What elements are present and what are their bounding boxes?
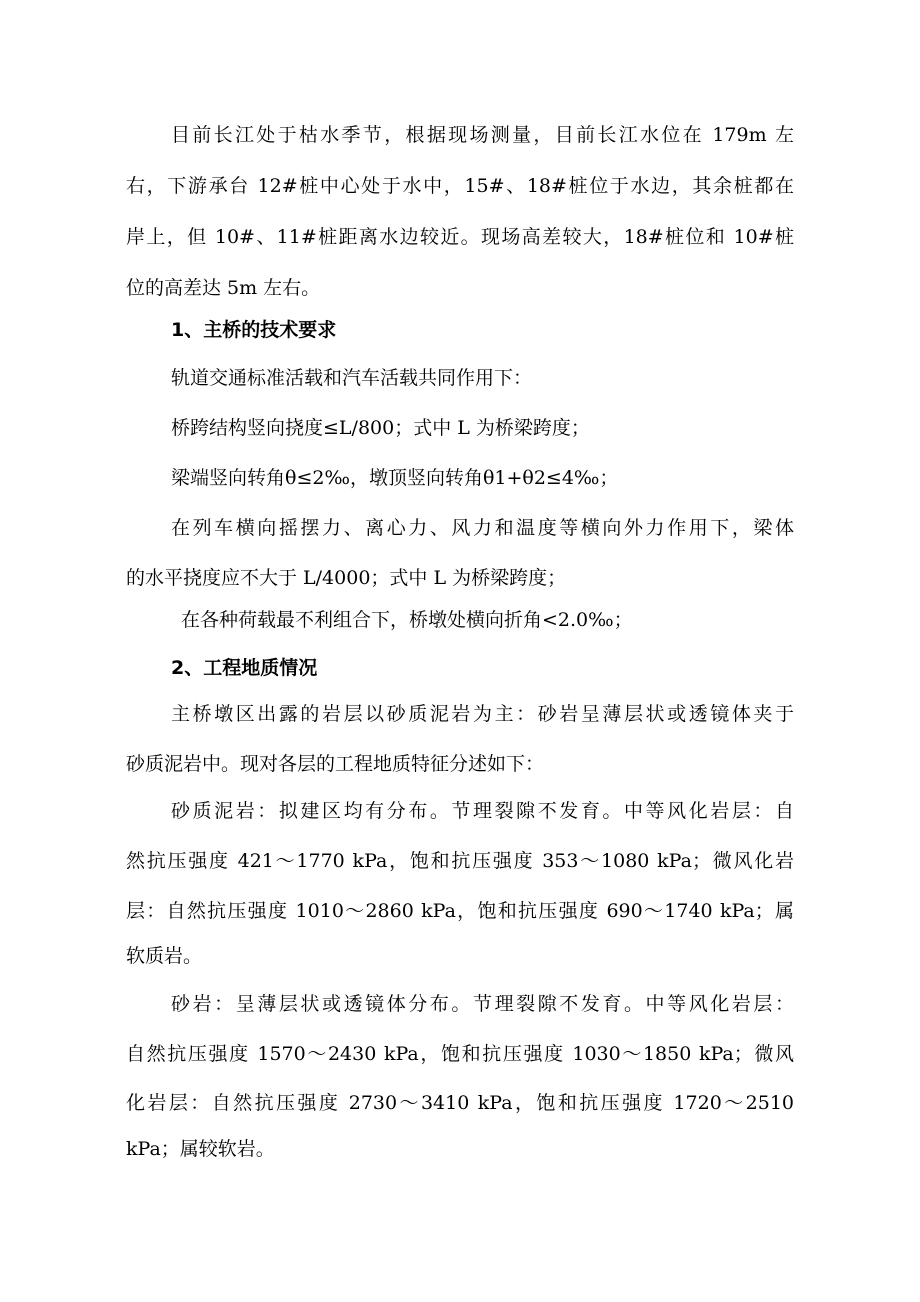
- paragraph-line: 的水平挠度应不大于 L/4000；式中 L 为桥梁跨度；: [126, 567, 567, 589]
- section-heading: 2、工程地质情况: [171, 657, 318, 679]
- paragraph-line: 然抗压强度 421～1770 kPa，饱和抗压强度 353～1080 kPa；微风化岩: [126, 850, 794, 872]
- paragraph-line: 化岩层：自然抗压强度 2730～3410 kPa，饱和抗压强度 1720～2510: [126, 1092, 794, 1114]
- paragraph-line: 在列车横向摇摆力、离心力、风力和温度等横向外力作用下，梁体: [171, 517, 794, 539]
- paragraph-line: 砂岩：呈薄层状或透镜体分布。节理裂隙不发育。中等风化岩层：: [171, 993, 794, 1015]
- paragraph-line: 在各种荷载最不利组合下，桥墩处横向折角<2.0‰；: [181, 609, 633, 631]
- paragraph-line: 主桥墩区出露的岩层以砂质泥岩为主：砂岩呈薄层状或透镜体夹于: [171, 703, 794, 725]
- paragraph-line: 岸上，但 10#、11#桩距离水边较近。现场高差较大，18#桩位和 10#桩: [126, 226, 794, 248]
- paragraph-line: 梁端竖向转角θ≤2‰，墩顶竖向转角θ1+θ2≤4‰；: [171, 467, 619, 489]
- paragraph-line: 目前长江处于枯水季节，根据现场测量，目前长江水位在 179m 左: [171, 124, 794, 146]
- paragraph-line: kPa；属较软岩。: [126, 1138, 275, 1160]
- paragraph-line: 桥跨结构竖向挠度≤L/800；式中 L 为桥梁跨度；: [171, 417, 590, 439]
- paragraph-line: 右，下游承台 12#桩中心处于水中，15#、18#桩位于水边，其余桩都在: [126, 175, 794, 197]
- paragraph-line: 轨道交通标准活载和汽车活载共同作用下：: [171, 367, 533, 389]
- paragraph-line: 层：自然抗压强度 1010～2860 kPa，饱和抗压强度 690～1740 kPa；属: [126, 900, 794, 922]
- paragraph-line: 软质岩。: [126, 945, 203, 967]
- section-heading: 1、主桥的技术要求: [171, 319, 337, 341]
- paragraph-line: 自然抗压强度 1570～2430 kPa，饱和抗压强度 1030～1850 kPa；微风: [126, 1043, 794, 1065]
- paragraph-line: 砂质泥岩中。现对各层的工程地质特征分述如下：: [126, 753, 545, 775]
- paragraph-line: 位的高差达 5m 左右。: [126, 277, 321, 299]
- paragraph-line: 砂质泥岩：拟建区均有分布。节理裂隙不发育。中等风化岩层：自: [171, 800, 794, 822]
